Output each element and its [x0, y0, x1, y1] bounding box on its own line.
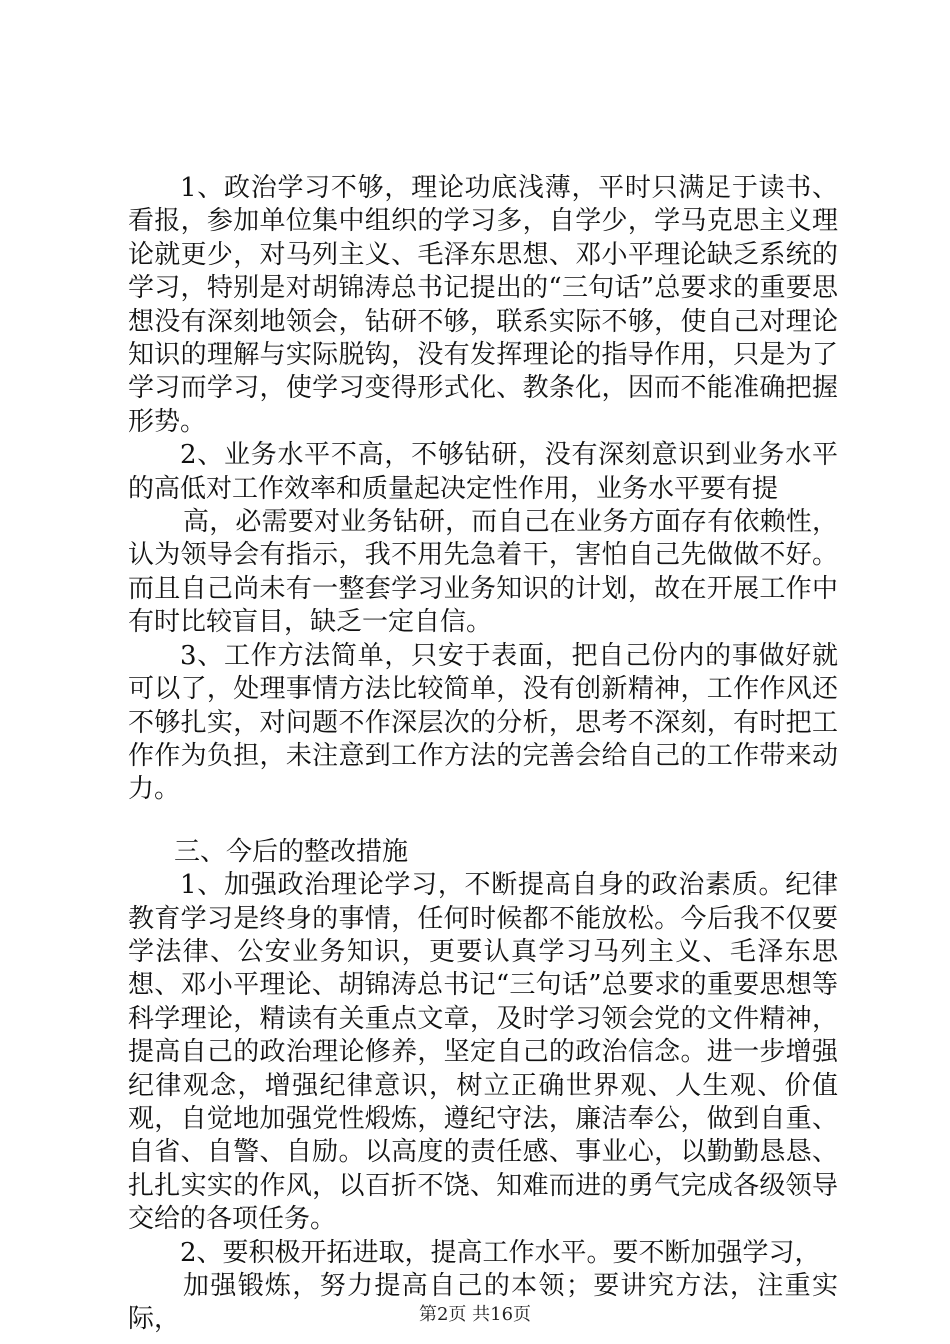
paragraph-pioneering: 2、要积极开拓进取，提高工作水平。要不断加强学习， [180, 1237, 821, 1268]
section-heading-rectification: 三、今后的整改措施 [174, 836, 409, 867]
paragraph-pioneering-continued: 加强锻炼，努力提高自己的本领；要讲究方法，注重实际， [128, 1271, 838, 1335]
paragraph-work-method: 3、工作方法简单，只安于表面，把自己份内的事做好就可以了，处理事情方法比较简单，没有创新精神，工作作风还不够扎实，对问题不作深层次的分析，思考不深刻，有时把工作作为负担，未注意到工作方法的完善会给自己的工作带来动力。 [128, 640, 838, 805]
paragraph-strengthen-theory: 1、加强政治理论学习，不断提高自身的政治素质。纪律教育学习是终身的事情，任何时候都不能放松。今后我不仅要学法律、公安业务知识，更要认真学习马列主义、毛泽东思想、邓小平理论、胡锦涛总书记“三句话”总要求的重要思想等科学理论，精读有关重点文章，及时学习领会党的文件精神，提高自己的政治理论修养，坚定自己的政治信念。进一步增强纪律观念，增强纪律意识，树立正确世界观、人生观、价值观，自觉地加强党性煅炼，遵纪守法，廉洁奉公，做到自重、自省、自警、自励。以高度的责任感、事业心，以勤勤恳恳、扎扎实实的作风，以百折不饶、知难而进的勇气完成各级领导交给的各项任务。 [128, 870, 838, 1235]
paragraph-business-level-continued: 高，必需要对业务钻研，而自己在业务方面存有依赖性，认为领导会有指示，我不用先急着干，害怕自己先做做不好。而且自己尚未有一整套学习业务知识的计划，故在开展工作中有时比较盲目，缺乏一定自信。 [128, 507, 838, 638]
document-body [128, 172, 838, 1337]
paragraph-political-study: 1、政治学习不够，理论功底浅薄，平时只满足于读书、看报，参加单位集中组织的学习多，自学少，学马克思主义理论就更少，对马列主义、毛泽东思想、邓小平理论缺乏系统的学习，特别是对胡锦涛总书记提出的“三句话”总要求的重要思想没有深刻地领会，钻研不够，联系实际不够，使自己对理论知识的理解与实际脱钩，没有发挥理论的指导作用，只是为了学习而学习，使学习变得形式化、教条化，因而不能准确把握形势。 [128, 173, 838, 437]
page-footer: 第2页 共16页 [418, 1304, 532, 1325]
paragraph-business-level: 2、业务水平不高，不够钻研，没有深刻意识到业务水平的高低对工作效率和质量起决定性作用，业务水平要有提 [128, 440, 838, 504]
section-spacer [128, 807, 838, 836]
